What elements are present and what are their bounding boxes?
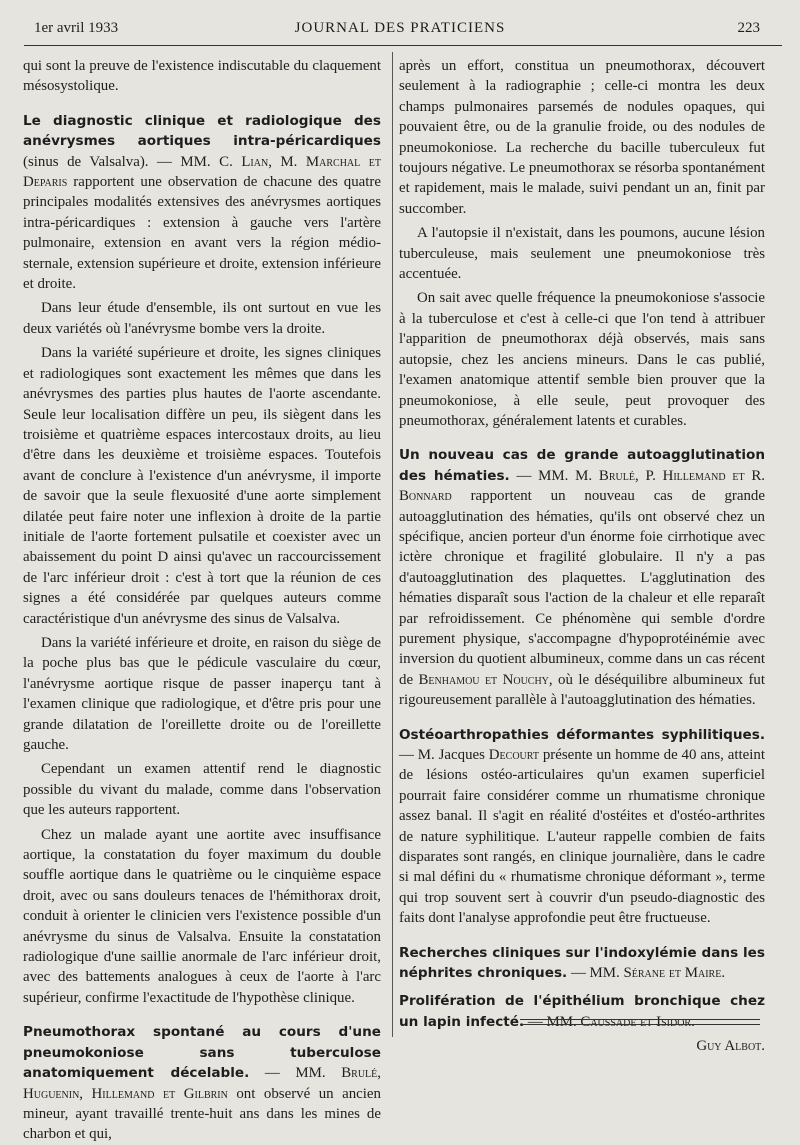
article-title-indoxylemie: Recherches cliniques sur l'indoxylémie dans les néphrites chroniques. [399,944,765,982]
article-paragraph: Dans leur étude d'ensemble, ils ont surtout en vue les deux variétés où l'anévrysme bombe vers la droite. [23,300,381,337]
article-paragraph: Dans la variété supérieure et droite, les signes cliniques et radiologiques sont exactement les mêmes que dans les anévrysmes des parties plus hautes de l'aorte ascendante. Seule leur localisation diffère un peu, ils siègent dans les troisième et quatrième espaces intercostaux droits, au lieu d'être dans les deuxième et troisième espaces. Toutefois avant de conclure à l'existence d'un anévrysme, il importe de savoir que la seule flexuosité d'une aorte simplement dilatée peut faire noter une inflexion à droite de la partie initiale de l'aorte fortement pulsatile et coexister avec un abaissement du point D ainsi qu'avec un raccourcissement de l'arc inférieur droit : c'est à tort que la réunion de ces signes a été considérée par quelques auteurs comme caractéristique d'un anévrysme des sinus de Valsalva. [23,345,381,627]
article-meta: — M. Jacques [399,747,489,763]
article-authors: C. Lian, M. Marchal et Deparis [23,153,381,191]
article-authors: Sérane et Maire. [623,965,726,982]
continuation-paragraph: qui sont la preuve de l'existence indiscutable du claquement mésosystolique. [23,58,381,95]
page-header [0,16,800,44]
header-date: 1er avril 1933 [34,20,119,36]
article-paragraph: Chez un malade ayant une aortite avec insuffisance aortique, la constatation du foyer maximum du double souffle aortique dans le quatrième ou le cinquième espace droit, avec ou sans douleurs tenaces de l'hémithorax droit, conduit à orienter le clinicien vers l'existence possible d'un anévrysme du sinus de Valsalva. Ensuite la constatation radiologique d'une saillie anormale de l'arc inférieur droit, avec des battements analogues à ceux de l'aorte à l'arc supérieur, confirme l'exactitude de l'hypothèse clinique. [23,826,381,1006]
end-rule [520,1019,760,1020]
article-title-autoagglutination: Un nouveau cas de grande autoagglutination des hématies. [399,447,765,484]
article-body-end: , où le déséquilibre albumineux fut rigoureusement parallèle à l'autoagglutination des hématies. [399,671,766,709]
article-meta: — MM. [509,467,576,484]
column-divider [392,52,393,1037]
article-title-proliferation: Prolifération de l'épithélium bronchique chez un lapin infecté. [399,993,765,1030]
article-authors: Brulé, Huguenin, Hillemand et Gilbrin [23,1065,381,1102]
article-title-aneurysm: Le diagnostic clinique et radiologique des anévrysmes aortiques intra-péricardiques [23,112,381,150]
article-authors: Decourt [488,747,539,763]
article-body: ont observé un ancien mineur, ayant travaillé trente-huit ans dans les mines de charbon et qui, [23,1085,381,1143]
article-paragraph: après un effort, constitua un pneumothorax, découvert seulement à la radiographie ; celle-ci montra les deux champs pulmonaires parsemés de nodules opaques, qui pouvaient être, ou de la granulie froide, ou des nodules de pneumokoniose. La recherche du bacille tuberculeux fut toujours négative. Le pneumothorax se résorba spontanément et rapidement, mais le malade, suivi pendant un an, finit par succomber. [399,58,765,217]
article-meta: (sinus de Valsalva). — MM. [23,153,220,170]
article-body: rapportent une observation de chacune des quatre principales modalités extensives des anévrysmes aortiques intra-péricardiques : extension à gauche vers l'artère pulmonaire, extension en avant vers la région médio-sternale, extension supérieure et droite, extension inférieure et droite. [23,174,381,293]
article-paragraph: Dans la variété inférieure et droite, en raison du siège de la poche plus bas que le pédicule vasculaire du cœur, l'anévrysme aortique risque de passer inaperçu tant à l'examen clinique que radiologique, et d'être pris pour une grande dilatation de l'oreillette droite ou de l'oreillette gauche. [23,634,381,753]
article-paragraph: On sait avec quelle fréquence la pneumokoniose s'associe à la tuberculose et c'est à celle-ci que l'on tend à attribuer l'apparition de pneumothorax déjà observés, mais sans autopsie, chez les anciens mineurs. Dans le cas publié, l'examen anatomique attentif semble bien prouver que la pneumokoniose, à elle seule, peut provoquer des pneumothorax, généralement latents et curables. [399,290,765,429]
header-page-number: 223 [737,20,760,36]
right-column [399,56,765,1057]
article-body: présente un homme de 40 ans, atteint de lésions ostéo-articulaires qu'un examen superficiel pourrait faire considérer comme un rhumatisme chronique assez banal. Il s'agit en réalité d'ostéites et d'ostéo-arthrites de nature syphilitique. L'auteur rappelle combien de faits disparates sont rangés, en clinique journalière, dans le cadre si mal défini du « rhumatisme chronique déformant », terme qui trop souvent sert à couvrir d'un pseudo-diagnostic des faits dont l'analyse approfondie peut être fructueuse. [399,747,765,927]
article-meta: — MM. [567,965,624,982]
article-meta: — MM. [249,1065,342,1082]
article-title-osteoarthropathies: Ostéoarthropathies déformantes syphilitiques. [399,726,765,743]
article-authors: Caussade et Isidor. [580,1013,695,1030]
signature: Guy Albot. [696,1038,765,1055]
article-body: rapportent un nouveau cas de grande autoagglutination des hématies, qu'ils ont observé chez un spécifique, ancien porteur d'un énorme foie cirrhotique avec ictère chronique et fragilité globulaire. Il n'y a pas d'autoagglutination des plaquettes. L'agglutination des hématies disparaît sous l'action de la chaleur et elle reparaît par refroidissement. Ce phénomène qui semble d'ordre purement physique, s'accompagne d'hypoprotéinémie avec inversion du quotient albumineux, comme dans un cas récent de [399,488,765,688]
article-meta: — MM. [524,1013,581,1030]
article-title-pneumothorax: Pneumothorax spontané au cours d'une pneumokoniose sans tuberculose anatomiquement décelable. [23,1024,381,1082]
article-authors: M. Brulé, P. Hillemand et R. Bonnard [399,467,765,505]
header-journal-title: JOURNAL DES PRATICIENS [294,20,506,36]
header-rule [24,45,782,46]
left-column [23,56,381,1145]
reference-authors: Benhamou et Nouchy [418,671,549,688]
article-paragraph: Cependant un examen attentif rend le diagnostic possible du vivant du malade, comme dans l'observation que les auteurs rapportent. [23,761,381,819]
article-paragraph: A l'autopsie il n'existait, dans les poumons, aucune lésion tuberculeuse, mais seulement une pneumokoniose très accentuée. [399,225,765,283]
end-rule [520,1024,760,1025]
